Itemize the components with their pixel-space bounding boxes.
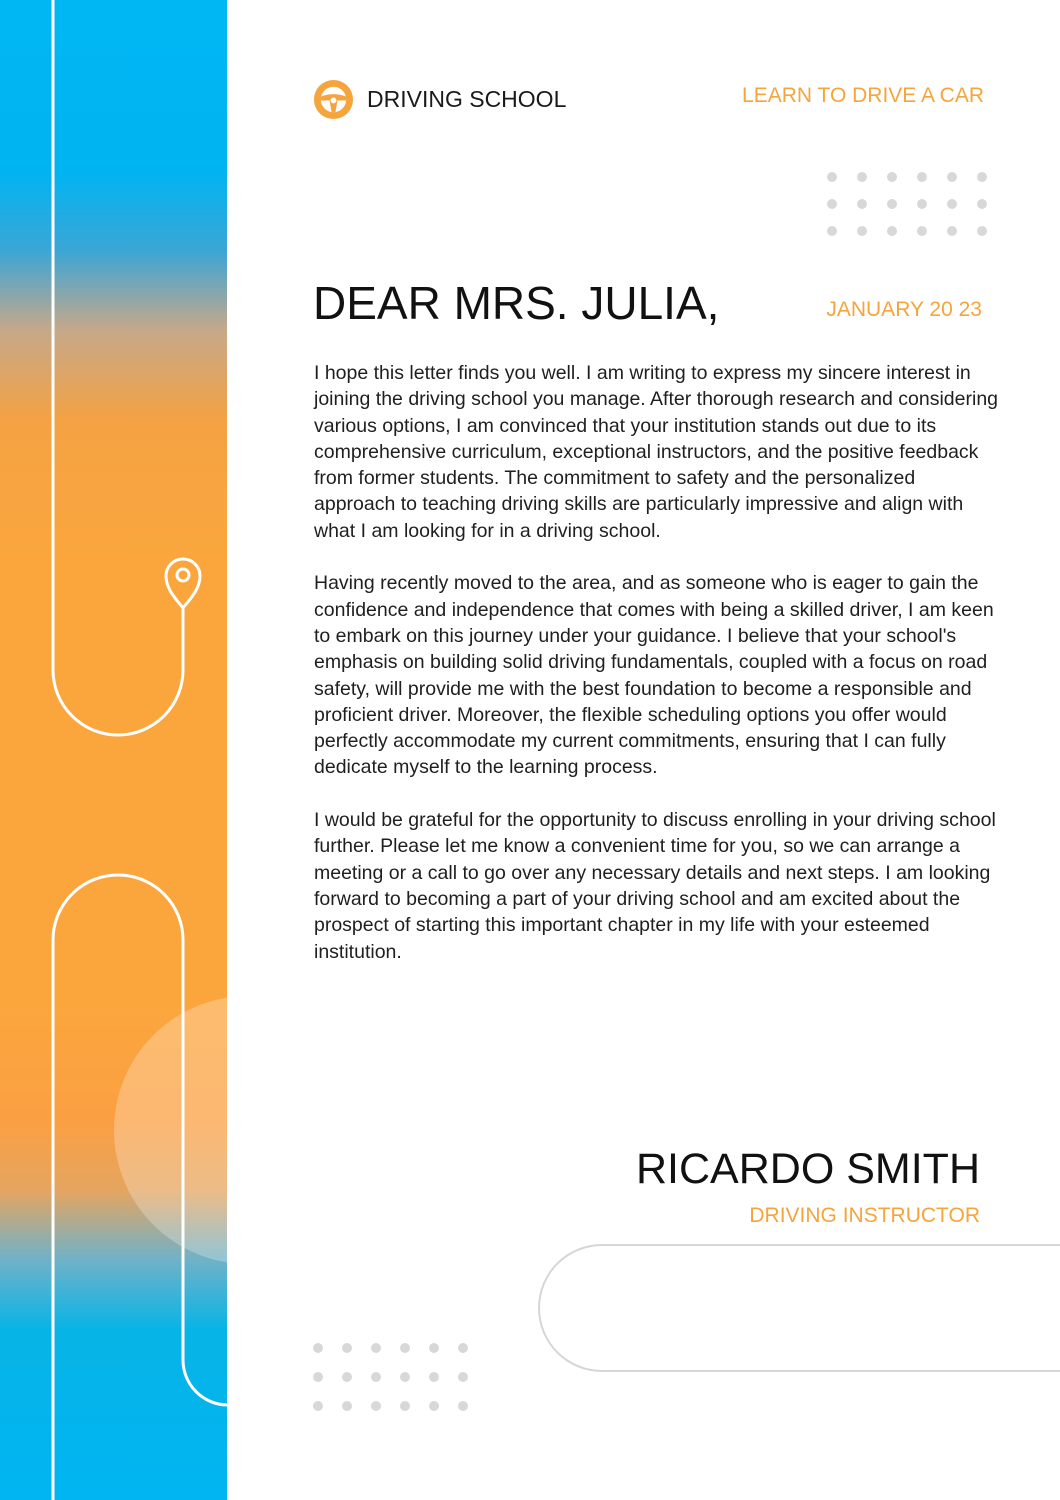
road-outline-decoration <box>538 1244 1060 1372</box>
side-gradient-band <box>0 0 227 1500</box>
signer-name: RICARDO SMITH <box>636 1145 980 1193</box>
letter-greeting: DEAR MRS. JULIA, <box>313 277 720 329</box>
signer-title: DRIVING INSTRUCTOR <box>749 1204 980 1227</box>
letter-paragraph: Having recently moved to the area, and as someone who is eager to gain the confidence and independence that comes with being a skilled driver, I am keen to embark on this journey under your guidance. I believe that your school's emphasis on building solid driving fundamentals, coupled with a focus on road safety, will provide me with the best foundation to become a responsible and proficient driver. Moreover, the flexible scheduling options you offer would perfectly accommodate my current commitments, ensuring that I can fully dedicate myself to the learning process. <box>314 572 994 779</box>
dot-grid-top <box>827 172 987 236</box>
letter-date: JANUARY 20 23 <box>826 298 982 321</box>
letter-body <box>314 360 1000 991</box>
decorative-circle <box>114 996 227 1264</box>
dot-grid-bottom <box>313 1343 468 1411</box>
map-pin-icon <box>166 559 200 608</box>
steering-wheel-icon <box>312 78 355 121</box>
tagline: LEARN TO DRIVE A CAR <box>742 84 984 107</box>
brand-logo <box>312 78 566 121</box>
letter-paragraph: I hope this letter finds you well. I am writing to express my sincere interest in joining the driving school you manage. After thorough research and considering various options, I am convinced that your institution stands out due to its comprehensive curriculum, exceptional instructors, and the positive feedback from former students. The commitment to safety and the personalized approach to teaching driving skills are particularly impressive and align with what I am looking for in a driving school. <box>314 362 999 542</box>
letter-paragraph: I would be grateful for the opportunity to discuss enrolling in your driving school further. Please let me know a convenient time for you, so we can arrange a meeting or a call to go over any necessary details and next steps. I am looking forward to becoming a part of your driving school and am excited about the prospect of starting this important chapter in my life with your esteemed institution. <box>314 809 996 963</box>
brand-name: DRIVING SCHOOL <box>367 86 567 112</box>
road-line-decoration <box>0 0 227 1500</box>
